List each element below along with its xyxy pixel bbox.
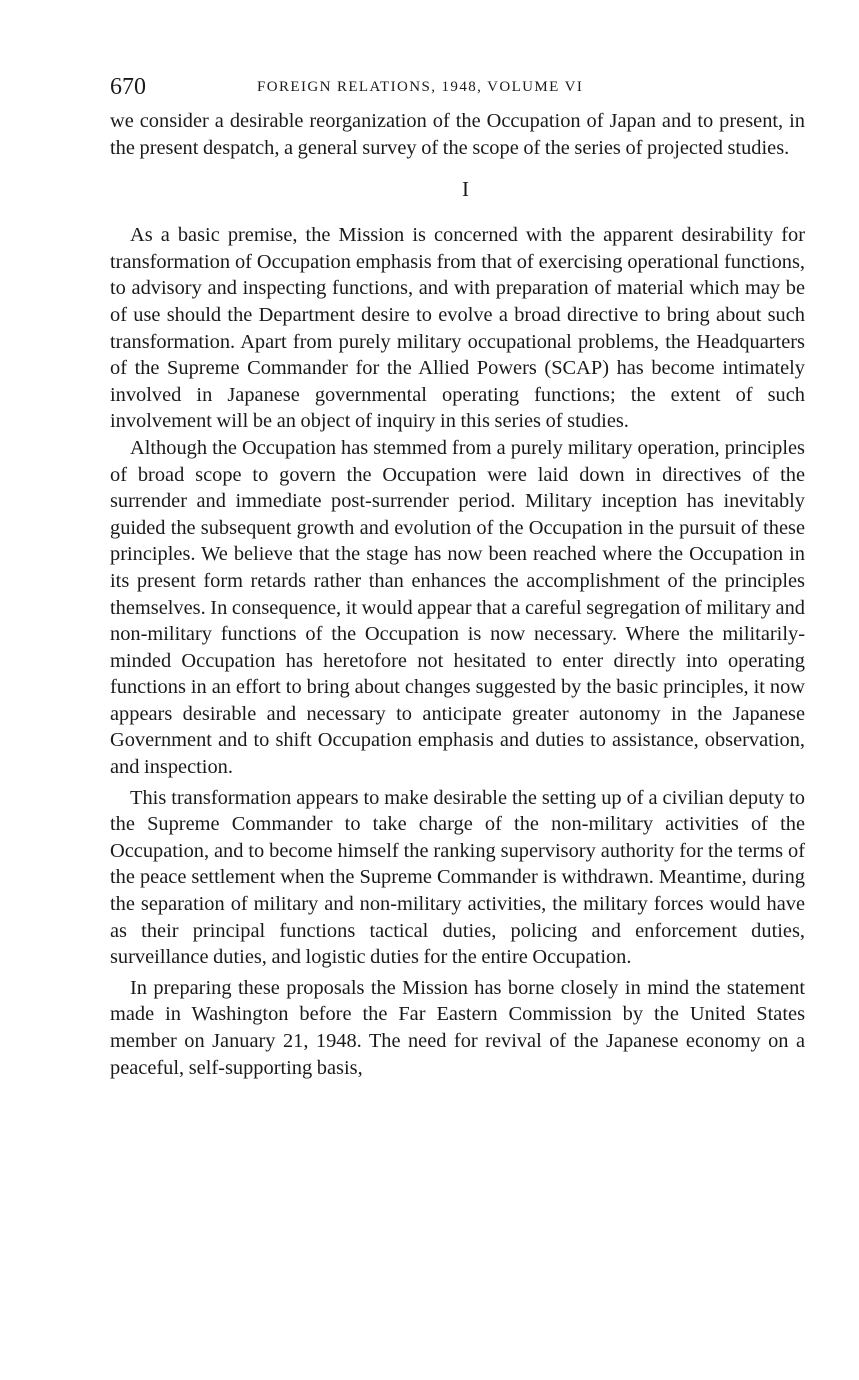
- paragraph-basic-premise: As a basic premise, the Mission is concerned with the apparent desirability for transformation of Occupation emphasis from that of exercising operational functions, to advisory and inspecting functions, and with preparation of material which may be of use should the Department desire to evolve a broad directive to bring about such transformation. Apart from purely military occupational problems, the Headquarters of the Supreme Commander for the Allied Powers (SCAP) has become intimately involved in Japanese governmental operating functions; the extent of such involvement will be an object of inquiry in this series of studies.: [110, 224, 805, 433]
- section-numeral: I: [462, 177, 469, 202]
- document-page: [110, 68, 805, 1081]
- paragraph-continuation: we consider a desirable reorganization of the Occupation of Japan and to present, in the present despatch, a general survey of the scope of the series of projected studies.: [110, 110, 805, 159]
- paragraph-military-inception: Although the Occupation has stemmed from a purely military operation, principles of broad scope to govern the Occupation were laid down in directives of the surrender and immediate post-surrender period. Military inception has inevitably guided the subsequent growth and evolution of the Occupation in the pursuit of these principles. We believe that the stage has now been reached where the Occupation in its present form retards rather than enhances the accomplishment of the principles themselves. In consequence, it would appear that a careful segregation of military and non-military functions of the Occupation is now necessary. Where the militarily-minded Occupation has heretofore not hesitated to enter directly into operating functions in an effort to bring about changes suggested by the basic principles, it now appears desirable and necessary to anticipate greater autonomy in the Japanese Government and to shift Occupation emphasis and duties to assistance, observation, and inspection.: [110, 436, 805, 779]
- paragraph-washington-statement: In preparing these proposals the Mission has borne closely in mind the statement made in Washington before the Far Eastern Commission by the United States member on January 21, 1948. The need for revival of the Japanese economy on a peaceful, self-supporting basis,: [110, 976, 805, 1079]
- running-head: [110, 68, 805, 108]
- page-number: 670: [110, 74, 146, 100]
- running-title: FOREIGN RELATIONS, 1948, VOLUME VI: [257, 79, 584, 95]
- paragraph-civilian-deputy: This transformation appears to make desirable the setting up of a civilian deputy to the Supreme Commander to take charge of the non-military activities of the Occupation, and to become himself the ranking supervisory authority for the terms of the peace settlement when the Supreme Commander is withdrawn. Meantime, during the separation of military and non-military activities, the military forces would have as their principal functions tactical duties, policing and enforcement duties, surveillance duties, and logistic duties for the entire Occupation.: [110, 786, 805, 969]
